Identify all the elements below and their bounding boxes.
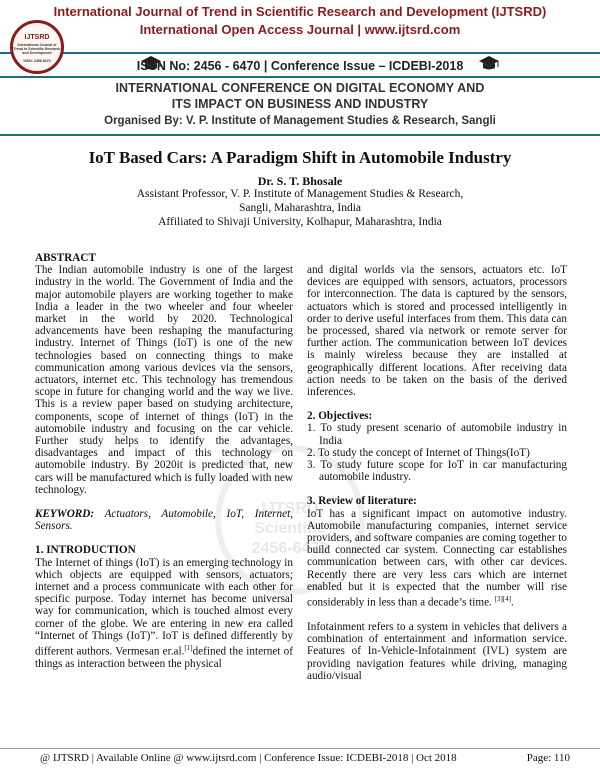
intro-text-part: The Internet of things (IoT) is an emerging technology in which objects are equipped with sensors, actuators; internet and a process communicate with each other for specific purpose. Today internet has become universal way for communication, which is touched almost every corner of the globe. We are entering in new era called “Internet of Things (IoT)”. IoT is defined differently by different authors. Vermesan er.al. <box>35 556 293 658</box>
watermark-seal: IJTSRD Scientific 2456-6470 <box>215 445 365 595</box>
author-affiliation: Affiliated to Shivaji University, Kolhapur, Maharashtra, India <box>158 216 442 228</box>
citation-ref: [3][4] <box>494 595 511 604</box>
page-number: Page: 110 <box>526 752 570 764</box>
list-item: 2. To study the concept of Internet of Things(IoT) <box>307 446 530 459</box>
author-affiliation: Assistant Professor, V. P. Institute of Management Studies & Research, <box>136 188 464 200</box>
review-text <box>307 508 567 609</box>
conference-title-line1: INTERNATIONAL CONFERENCE ON DIGITAL ECONOMY AND <box>115 81 485 95</box>
introduction-text <box>35 557 293 671</box>
intro-continuation: and digital worlds via the sensors, actuators etc. IoT devices are equipped with sensors, actuators, processors for interconnection. The data is captured by the sensors, actuators which is stored and processed intelligently in order to derive useful interfaces from them. This data can be processed, shared via network or remote server for further action. The communication between IoT devices is mainly wireless because they are installed at geographically different locations. After receiving data action needs to be taken on the basis of the derived inferences. <box>307 264 567 399</box>
keywords-label: KEYWORD: <box>35 508 95 521</box>
header-divider <box>0 52 600 54</box>
issn-line: ISSN No: 2456 - 6470 | Conference Issue – ICDEBI-2018 <box>136 59 464 73</box>
keywords-text: Actuators, Automobile, IoT, Internet, Sensors. <box>35 508 293 533</box>
review-heading: 3. Review of literature: <box>307 495 417 508</box>
author-affiliation: Sangli, Maharashtra, India <box>239 202 361 214</box>
logo-issn: ISSN: 2456-6470 <box>23 59 51 63</box>
footer-divider <box>0 748 600 749</box>
keywords <box>35 508 293 532</box>
header-divider <box>0 134 600 136</box>
review-text-part: . <box>510 596 514 609</box>
paper-title: IoT Based Cars: A Paradigm Shift in Automobile Industry <box>88 148 512 167</box>
author-name: Dr. S. T. Bhosale <box>257 174 343 188</box>
introduction-heading: 1. INTRODUCTION <box>35 544 136 557</box>
abstract-heading: ABSTRACT <box>35 252 96 264</box>
objectives-list <box>307 422 567 483</box>
abstract-text: The Indian automobile industry is one of the largest industry in the world. The Government of India and the major automobile players are working together to make India a leader in the two wheeler and four wheeler market in the world by 2020. Technological advancements have been reshaping the manufacturing industry. Internet of Things (IoT) is one of the new technologies based on connecting things to make communication among various devices via the sensors, actuators, internet etc. This technology has tremendous scope in future for changing world and the way we live. This is a review paper based on studying architecture, components, scope of internet of things (IoT) in the automobile industry and focusing on the car vehicle. Further study helps to identify the advantages, disadvantages and impact of this technology on automobile industry. By 2020it is predicted that, new cars will be manufactured which is fully loaded with new technology. <box>35 264 293 496</box>
conference-title-line2: ITS IMPACT ON BUSINESS AND INDUSTRY <box>171 97 429 111</box>
list-item: 3. To study future scope for IoT in car manufacturing automobile industry. <box>307 459 567 484</box>
infotainment-text: Infotainment refers to a system in vehicles that delivers a combination of entertainment and information service. Features of In-Vehicle-Infotainment (IVL) system are providing navigation features while driving, managing audio/visual <box>307 621 567 682</box>
logo-subtext: International Journal of Trend in Scientific Research and Development <box>13 43 61 55</box>
review-text-part: IoT has a significant impact on automotive industry. Automobile manufacturing companies, internet service providers, and software companies are coming together to build connected car system. Connecting car establishes communication between cars, with other car devices. Recently there are very less cars which are internet enabled but it is expected that the number will rise considerably in less than a decade’s time. <box>307 507 567 609</box>
citation-ref: [1] <box>184 644 193 653</box>
logo-text: IJTSRD <box>24 34 50 41</box>
right-column <box>307 264 567 694</box>
organiser-line: Organised By: V. P. Institute of Management Studies & Research, Sangli <box>104 115 496 127</box>
left-column <box>35 252 293 682</box>
list-item: 1. To study present scenario of automobile industry in India <box>307 422 567 447</box>
page-footer <box>40 752 570 764</box>
intro-text-part: defined the internet of things as interaction between the physical <box>35 645 293 671</box>
journal-name: International Journal of Trend in Scientific Research and Development (IJTSRD) <box>53 4 547 19</box>
objectives-heading: 2. Objectives: <box>307 410 373 423</box>
journal-header <box>0 0 600 138</box>
footer-info: @ IJTSRD | Available Online @ www.ijtsrd.com | Conference Issue: ICDEBI-2018 | Oct 2018 <box>40 752 457 764</box>
header-divider <box>0 76 600 78</box>
journal-access: International Open Access Journal | www.ijtsrd.com <box>139 22 461 37</box>
